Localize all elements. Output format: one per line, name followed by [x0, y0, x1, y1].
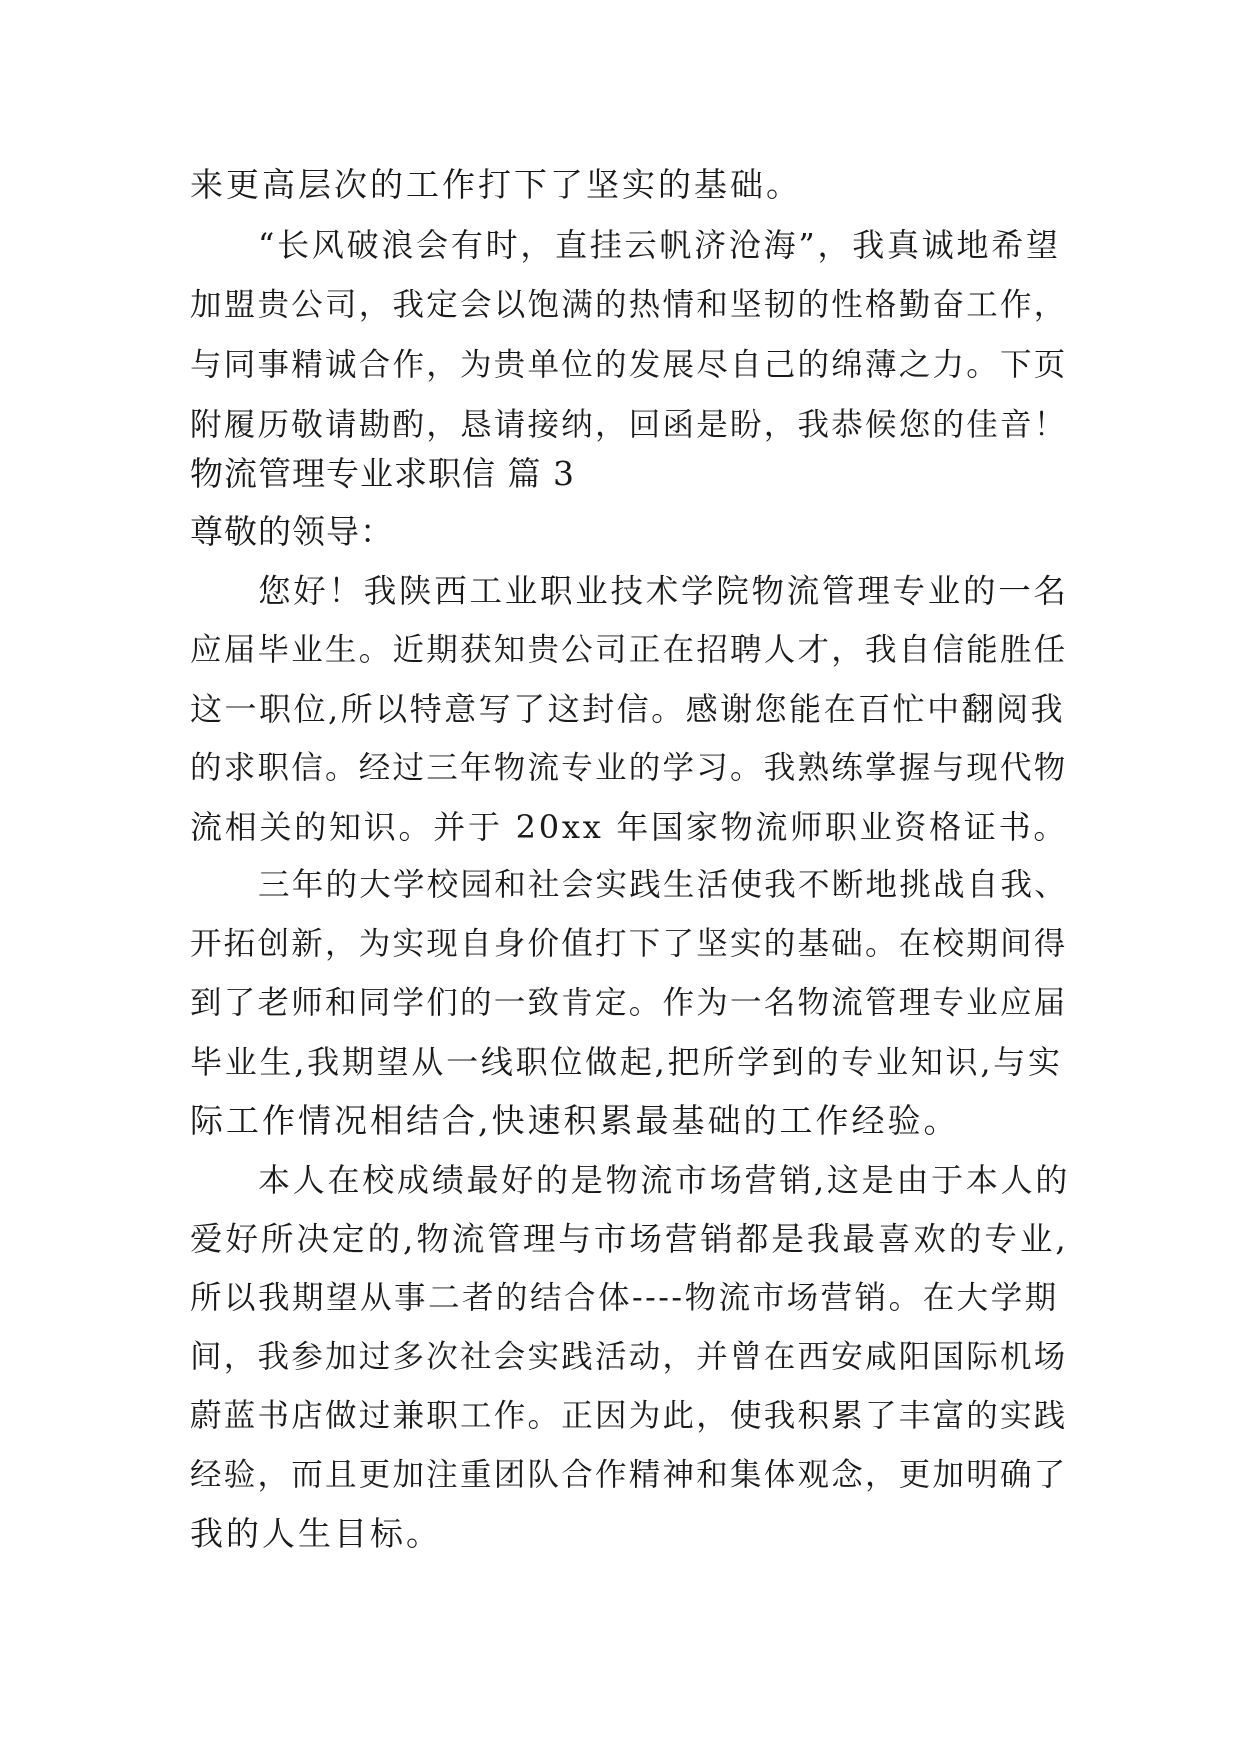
section-heading: 物流管理专业求职信 篇 3	[190, 454, 575, 493]
paragraph-line: 来更高层次的工作打下了坚实的基础。	[190, 165, 802, 204]
paragraph-line: “长风破浪会有时，直挂云帆济沧海”，我真诚地希望	[258, 226, 1061, 264]
paragraph-line: 三年的大学校园和社会实践生活使我不断地挑战自我、	[258, 867, 1069, 903]
paragraph-line: 经验，而且更加注重团队合作精神和集体观念，更加明确了	[190, 1457, 1068, 1493]
paragraph-line: 蔚蓝书店做过兼职工作。正因为此，使我积累了丰富的实践	[190, 1398, 1068, 1434]
paragraph-line: 到了老师和同学们的一致肯定。作为一名物流管理专业应届	[190, 985, 1068, 1021]
paragraph-line: 我的人生目标。	[190, 1514, 442, 1553]
salutation: 尊敬的领导：	[190, 512, 394, 551]
paragraph-line: 的求职信。经过三年物流专业的学习。我熟练掌握与现代物	[190, 750, 1068, 786]
paragraph-line: 开拓创新，为实现自身价值打下了坚实的基础。在校期间得	[190, 926, 1068, 962]
paragraph-line: 爱好所决定的,物流管理与市场营销都是我最喜欢的专业,	[190, 1220, 1069, 1258]
paragraph-line: 流相关的知识。并于 20xx 年国家物流师职业资格证书。	[190, 808, 1069, 846]
paragraph-line: 您好！我陕西工业职业技术学院物流管理专业的一名	[258, 572, 1069, 610]
paragraph-line: 所以我期望从事二者的结合体----物流市场营销。在大学期	[190, 1280, 1059, 1316]
paragraph-line: 与同事精诚合作，为贵单位的发展尽自己的绵薄之力。下页	[190, 347, 1068, 383]
paragraph-line: 附履历敬请勘酌，恳请接纳，回函是盼，我恭候您的佳音！	[190, 407, 1068, 443]
paragraph-line: 加盟贵公司，我定会以饱满的热情和坚韧的性格勤奋工作，	[190, 287, 1068, 323]
paragraph-line: 本人在校成绩最好的是物流市场营销,这是由于本人的	[258, 1161, 1071, 1199]
paragraph-line: 应届毕业生。近期获知贵公司正在招聘人才，我自信能胜任	[190, 632, 1068, 668]
paragraph-line: 际工作情况相结合,快速积累最基础的工作经验。	[190, 1101, 960, 1140]
paragraph-line: 毕业生,我期望从一线职位做起,把所学到的专业知识,与实	[190, 1043, 1063, 1081]
paragraph-line: 间，我参加过多次社会实践活动，并曾在西安咸阳国际机场	[190, 1339, 1068, 1375]
paragraph-line: 这一职位,所以特意写了这封信。感谢您能在百忙中翻阅我	[190, 690, 1066, 728]
